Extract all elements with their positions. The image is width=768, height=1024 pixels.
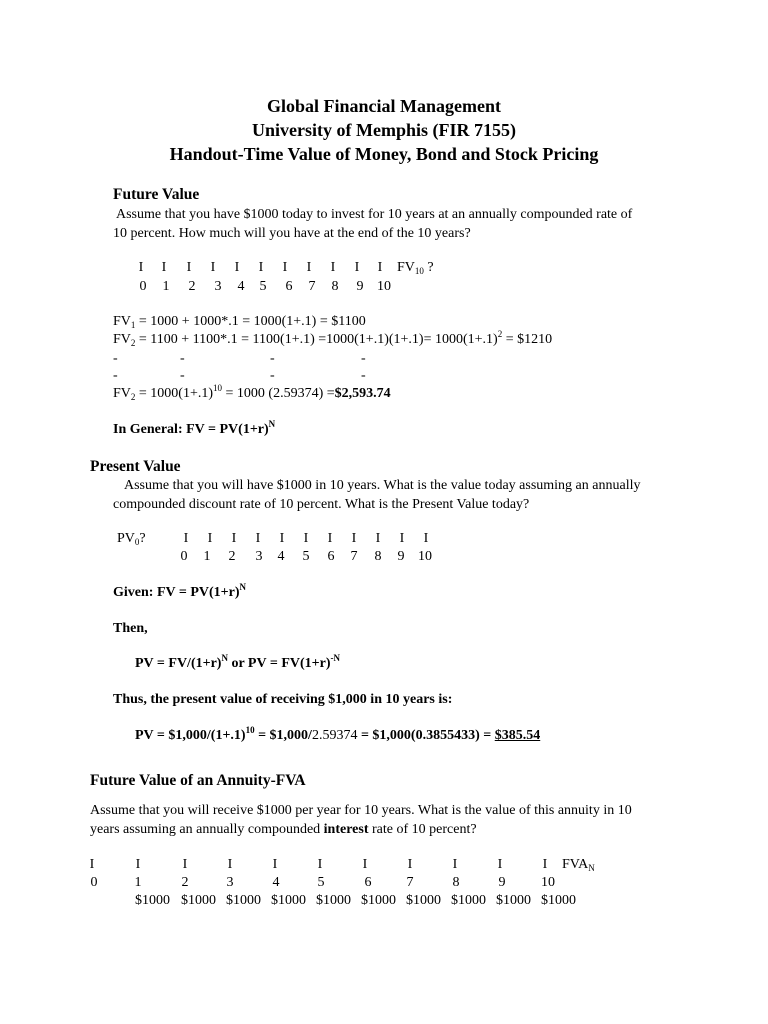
timeline-period: 4 (277, 549, 285, 564)
payment-amount: $1000 (406, 893, 441, 908)
timeline-tick: I (423, 531, 429, 546)
timeline-period: 1 (162, 279, 170, 294)
timeline-tick: I (317, 857, 323, 872)
timeline-tick: I (542, 857, 548, 872)
pv-equation (135, 653, 340, 672)
timeline-tick: I (234, 260, 240, 275)
timeline-period: 10 (377, 279, 391, 294)
timeline-tick: I (258, 260, 264, 275)
dash: - (180, 368, 185, 383)
timeline-period: 5 (317, 875, 325, 890)
timeline-tick: I (279, 531, 285, 546)
timeline-period: 2 (228, 549, 236, 564)
fva-paragraph-line-1: Assume that you will receive $1000 per year for 10 years. What is the value of this annuity in 10 (90, 803, 632, 818)
timeline-period: 2 (181, 875, 189, 890)
timeline-tick: I (210, 260, 216, 275)
pv-then-label: Then, (113, 621, 148, 636)
doc-title-line-1: Global Financial Management (267, 96, 501, 116)
timeline-tick: I (375, 531, 381, 546)
fv-calc-3-sub: 2 (130, 392, 136, 402)
pv-given-formula (113, 582, 247, 601)
fv-end-label-subscript: 10 (414, 266, 424, 276)
dash: - (270, 351, 275, 366)
fv-calc-3-result: $2,593.74 (334, 386, 391, 401)
dash: - (113, 368, 118, 383)
timeline-tick: I (135, 857, 141, 872)
payment-amount: $1000 (496, 893, 531, 908)
dash: - (361, 351, 366, 366)
timeline-tick: I (183, 531, 189, 546)
timeline-period: 3 (226, 875, 234, 890)
fv-calc-1-sub: 1 (130, 320, 136, 330)
timeline-period: 0 (180, 549, 188, 564)
dash: - (113, 351, 118, 366)
pv-eq-part-1: PV = FV/(1+r) (135, 656, 222, 671)
doc-title-line-3: Handout-Time Value of Money, Bond and Stock Pricing (169, 144, 599, 164)
timeline-period: 9 (397, 549, 405, 564)
fva-para-2-bold: interest (323, 822, 369, 837)
timeline-period: 8 (452, 875, 460, 890)
fv-calc-line-2 (113, 329, 553, 348)
timeline-tick: I (399, 531, 405, 546)
pv-eq-sup-2: -N (330, 653, 340, 663)
fva-heading: Future Value of an Annuity-FVA (90, 772, 306, 789)
timeline-tick: I (306, 260, 312, 275)
payment-amount: $1000 (451, 893, 486, 908)
timeline-tick: I (182, 857, 188, 872)
pv-paragraph-line-2: compounded discount rate of 10 percent. What is the Present Value today? (113, 497, 530, 512)
timeline-period: 4 (272, 875, 280, 890)
pv-final-part-3: = $1,000(0.3855433) = (357, 728, 495, 743)
payment-amount: $1000 (361, 893, 396, 908)
timeline-period: 2 (188, 279, 196, 294)
timeline-period: 9 (498, 875, 506, 890)
timeline-period: 3 (214, 279, 222, 294)
fva-para-2-end: rate of 10 percent? (368, 822, 477, 837)
fv-calc-2-expr: = 1100 + 1100*.1 = 1100(1+.1) =1000(1+.1)(1+.1)= 1000(1+.1) (135, 332, 498, 347)
timeline-period: 6 (327, 549, 335, 564)
fv-calc-2-label: FV (113, 332, 131, 347)
pv-start-label (117, 531, 146, 547)
timeline-period: 0 (139, 279, 147, 294)
dash: - (270, 368, 275, 383)
timeline-tick: I (327, 531, 333, 546)
pv-final-sup: 10 (245, 725, 255, 735)
timeline-tick: I (186, 260, 192, 275)
fv-calc-2-result: = $1210 (502, 332, 553, 347)
timeline-tick: I (282, 260, 288, 275)
timeline-tick: I (362, 857, 368, 872)
pv-start-label-subscript: 0 (134, 537, 140, 547)
timeline-tick: I (497, 857, 503, 872)
timeline-tick: I (138, 260, 144, 275)
timeline-period: 1 (203, 549, 211, 564)
doc-title-line-2: University of Memphis (FIR 7155) (252, 120, 516, 140)
pv-thus-sentence: Thus, the present value of receiving $1,000 in 10 years is: (113, 692, 453, 707)
fva-para-2-start: years assuming an annually compounded (90, 822, 324, 837)
timeline-tick: I (161, 260, 167, 275)
timeline-period: 7 (308, 279, 316, 294)
timeline-tick: I (272, 857, 278, 872)
payment-amount: $1000 (181, 893, 216, 908)
pv-final-part-1: PV = $1,000/(1+.1) (135, 728, 246, 743)
timeline-period: 0 (90, 875, 98, 890)
fv-calc-2-sub: 2 (130, 338, 136, 348)
timeline-tick: I (452, 857, 458, 872)
fva-end-label-text: FVA (562, 857, 589, 872)
fv-end-label-text: FV (397, 260, 415, 275)
fv-calc-3-sup: 10 (213, 383, 223, 393)
fva-end-label-subscript: N (588, 863, 595, 873)
payment-amount: $1000 (541, 893, 576, 908)
future-value-heading: Future Value (113, 186, 200, 203)
fv-paragraph-line-2: 10 percent. How much will you have at the end of the 10 years? (113, 226, 471, 241)
payment-amount: $1000 (135, 893, 170, 908)
timeline-period: 7 (350, 549, 358, 564)
present-value-heading: Present Value (90, 458, 181, 475)
timeline-period: 6 (364, 875, 372, 890)
timeline-period: 9 (356, 279, 364, 294)
timeline-tick: I (303, 531, 309, 546)
timeline-tick: I (354, 260, 360, 275)
pv-start-label-text: PV (117, 531, 135, 546)
pv-start-label-suffix: ? (139, 531, 146, 546)
fv-calc-line-3 (113, 383, 391, 402)
timeline-period: 6 (285, 279, 293, 294)
fv-calc-3-expr-2: = 1000 (2.59374) = (222, 386, 335, 401)
payment-amount: $1000 (316, 893, 351, 908)
fv-calc-1-expr: = 1000 + 1000*.1 = 1000(1+.1) = $1100 (135, 314, 366, 329)
dash: - (180, 351, 185, 366)
fv-end-label (397, 260, 434, 276)
dash: - (361, 368, 366, 383)
timeline-tick: I (89, 857, 95, 872)
timeline-tick: I (207, 531, 213, 546)
fv-general-text: In General: FV = PV(1+r) (113, 422, 269, 437)
payment-amount: $1000 (226, 893, 261, 908)
pv-eq-part-2: or PV = FV(1+r) (227, 656, 331, 671)
timeline-period: 3 (255, 549, 263, 564)
pv-final-result: $385.54 (494, 728, 541, 743)
fva-end-label (562, 857, 595, 873)
timeline-period: 1 (134, 875, 142, 890)
fv-calc-1-label: FV (113, 314, 131, 329)
timeline-tick: I (330, 260, 336, 275)
timeline-tick: I (231, 531, 237, 546)
timeline-period: 5 (259, 279, 267, 294)
fv-paragraph-line-1: Assume that you have $1000 today to invest for 10 years at an annually compounded rate of (116, 207, 633, 222)
timeline-period: 10 (541, 875, 555, 890)
timeline-period: 4 (237, 279, 245, 294)
pv-given-sup: N (239, 582, 247, 592)
timeline-tick: I (377, 260, 383, 275)
fv-calc-line-1 (113, 314, 366, 330)
fv-general-sup: N (268, 419, 276, 429)
fva-paragraph-line-2 (90, 822, 477, 838)
pv-paragraph-line-1: Assume that you will have $1000 in 10 years. What is the value today assuming an annually (124, 478, 641, 493)
fv-general-formula (113, 419, 276, 438)
timeline-period: 5 (302, 549, 310, 564)
fv-calc-2-sup: 2 (497, 329, 503, 339)
timeline-tick: I (227, 857, 233, 872)
payment-amount: $1000 (271, 893, 306, 908)
pv-final-part-2: = $1,000/ (254, 728, 312, 743)
fv-calc-3-expr: = 1000(1+.1) (135, 386, 214, 401)
timeline-period: 8 (331, 279, 339, 294)
pv-eq-sup-1: N (221, 653, 228, 663)
pv-given-text: Given: FV = PV(1+r) (113, 585, 240, 600)
pv-final-factor: 2.59374 (311, 728, 358, 743)
timeline-period: 8 (374, 549, 382, 564)
timeline-period: 7 (406, 875, 414, 890)
fv-end-label-suffix: ? (423, 260, 434, 275)
timeline-tick: I (407, 857, 413, 872)
pv-final-calculation (135, 725, 541, 744)
timeline-period: 10 (418, 549, 432, 564)
timeline-tick: I (255, 531, 261, 546)
fv-calc-3-label: FV (113, 386, 131, 401)
timeline-tick: I (351, 531, 357, 546)
